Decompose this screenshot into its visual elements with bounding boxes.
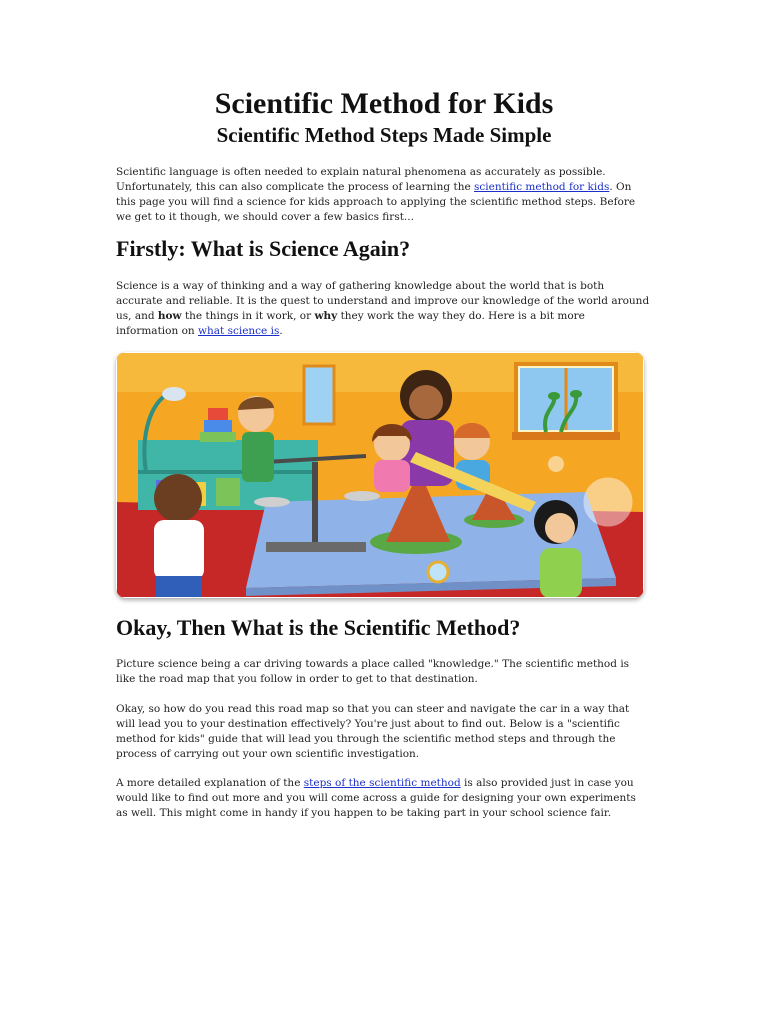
science-text-3: they work the way they do. Here is a bit more information on: [116, 310, 585, 337]
section-heading-scientific-method: Okay, Then What is the Scientific Method?: [116, 615, 521, 640]
method-p3-text-1: A more detailed explanation of the: [116, 777, 304, 789]
what-science-is-link[interactable]: what science is: [198, 325, 280, 337]
intro-text-1: Scientific language is often needed to explain natural phenomena as accurately as possible. Unfortunately, this can also complicate the process of learning the: [116, 166, 606, 193]
science-text-1: Science is a way of thinking and a way of gathering knowledge about the world that is both accurate and reliable. It is the quest to understand and improve our knowledge of the world around us, and: [116, 280, 650, 322]
method-paragraph-2: Okay, so how do you read this road map so that you can steer and navigate the car in a way that will lead you to your destination effectively? You're just about to find out. Below is a "scientific method for kids" guide that will lead you through the scientific method steps and through the process of carrying out your own scientific investigation.: [116, 703, 630, 760]
bold-how: how: [157, 310, 182, 322]
page-subtitle: Scientific Method Steps Made Simple: [216, 123, 552, 147]
bold-why: why: [314, 310, 338, 322]
method-p3-text-2: is also provided just in case you would like to find out more and you will come across a guide for designing your own experiments as well. This might come in handy if you happen to be taking part in your school science fair.: [116, 777, 636, 819]
method-paragraph-3: [116, 776, 650, 821]
science-text-2: the things in it work, or: [181, 310, 315, 322]
page-title: Scientific Method for Kids: [214, 87, 554, 120]
science-text-4: .: [279, 325, 283, 337]
kids-science-classroom-illustration: [116, 352, 644, 598]
method-paragraph-1: Picture science being a car driving towards a place called "knowledge." The scientific method is like the road map that you follow in order to get to that destination.: [116, 658, 630, 685]
section-heading-science: Firstly: What is Science Again?: [116, 236, 411, 261]
intro-text-2: . On this page you will find a science for kids approach to applying the scientific method steps. Before we get to it though, we should cover a few basics first...: [116, 181, 636, 223]
scientific-method-for-kids-link[interactable]: scientific method for kids: [474, 181, 610, 193]
science-paragraph: [116, 279, 650, 339]
steps-of-scientific-method-link[interactable]: steps of the scientific method: [303, 777, 461, 789]
intro-paragraph: [116, 165, 650, 225]
